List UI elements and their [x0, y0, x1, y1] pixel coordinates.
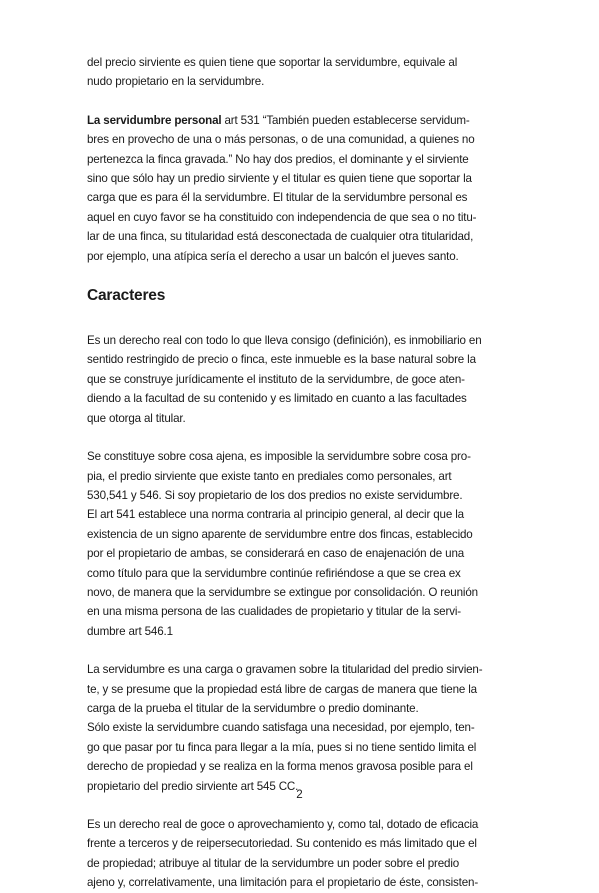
text-line: derecho de propiedad y se realiza en la forma menos gravosa posible para el [87, 760, 473, 774]
text-line: carga de la prueba el titular de la servidumbre o predio dominante. [87, 701, 419, 715]
text-line: lar de una finca, su titularidad está desconectada de cualquier otra titularidad, [87, 230, 474, 244]
paragraph-intro [87, 53, 517, 92]
text-line: aquel en cuyo favor se ha constituido con independencia de que sea o no titu- [87, 210, 477, 224]
paragraph-caracteres-4 [87, 815, 517, 893]
section-heading: Caracteres [87, 287, 166, 305]
text-line: Sólo existe la servidumbre cuando satisfaga una necesidad, por ejemplo, ten- [87, 721, 475, 735]
text-line: bres en provecho de una o más personas, o de una comunidad, a quienes no [87, 133, 475, 147]
page-number: 2 [296, 788, 303, 801]
text-line: La servidumbre es una carga o gravamen sobre la titularidad del predio sirvien- [87, 663, 483, 677]
text-line: como título para que la servidumbre continúe refiriéndose a que se crea ex [87, 566, 461, 580]
text-line: te, y se presume que la propiedad está libre de cargas de manera que tiene la [87, 682, 477, 696]
text-line: go que pasar por tu finca para llegar a la mía, pues si no tiene sentido limita el [87, 740, 477, 754]
text-span: art 531 “También pueden establecerse servidum- [221, 113, 470, 127]
text-line: Es un derecho real con todo lo que lleva consigo (definición), es inmobiliario en [87, 334, 482, 348]
paragraph-caracteres-1 [87, 331, 517, 428]
paragraph-servidumbre-personal [87, 111, 517, 266]
text-line: 530,541 y 546. Si soy propietario de los dos predios no existe servidumbre. [87, 488, 463, 502]
text-line: que se construye jurídicamente el instituto de la servidumbre, de goce aten- [87, 372, 465, 386]
text-line: sino que sólo hay un predio sirviente y el titular es quien tiene que soportar la [87, 172, 472, 186]
text-line: carga que es para él la servidumbre. El titular de la servidumbre personal es [87, 191, 468, 205]
text-line: del precio sirviente es quien tiene que soportar la servidumbre, equivale al [87, 56, 458, 69]
text-line: propietario del predio sirviente art 545 CC. [87, 779, 299, 793]
text-line: diendo a la facultad de su contenido y es limitado en cuanto a las facultades [87, 392, 467, 406]
text-line: existencia de un signo aparente de servidumbre entre dos fincas, establecido [87, 527, 473, 541]
text-line: novo, de manera que la servidumbre se extingue por consolidación. O reunión [87, 585, 478, 599]
text-line: nudo propietario en la servidumbre. [87, 75, 265, 89]
text-line: de propiedad; atribuye al titular de la servidumbre un poder sobre el predio [87, 856, 460, 870]
text-line: que otorga al titular. [87, 411, 186, 425]
text-line: Se constituye sobre cosa ajena, es imposible la servidumbre sobre cosa pro- [87, 450, 471, 464]
text-line: frente a terceros y de reipersecutoriedad. Su contenido es más limitado que el [87, 837, 477, 851]
document-page [87, 53, 517, 893]
text-line: por ejemplo, una atípica sería el derecho a usar un balcón el jueves santo. [87, 249, 459, 263]
paragraph-caracteres-3 [87, 660, 517, 796]
text-line: pia, el predio sirviente que existe tanto en prediales como personales, art [87, 469, 452, 483]
text-line: pertenezca la finca gravada.” No hay dos predios, el dominante y el sirviente [87, 152, 469, 166]
text-line: en una misma persona de las cualidades de propietario y titular de la servi- [87, 605, 461, 619]
text-line: dumbre art 546.1 [87, 624, 173, 638]
term-servidumbre-personal: La servidumbre personal [87, 113, 222, 127]
text-line: sentido restringido de precio o finca, este inmueble es la base natural sobre la [87, 353, 476, 367]
text-line: El art 541 establece una norma contraria al principio general, al decir que la [87, 508, 464, 522]
text-line: por el propietario de ambas, se considerará en caso de enajenación de una [87, 547, 465, 561]
text-line: Es un derecho real de goce o aprovechamiento y, como tal, dotado de eficacia [87, 818, 479, 831]
text-line: ajeno y, correlativamente, una limitación para el propietario de éste, consisten- [87, 876, 479, 890]
text-line [87, 111, 517, 130]
paragraph-caracteres-2 [87, 447, 517, 641]
